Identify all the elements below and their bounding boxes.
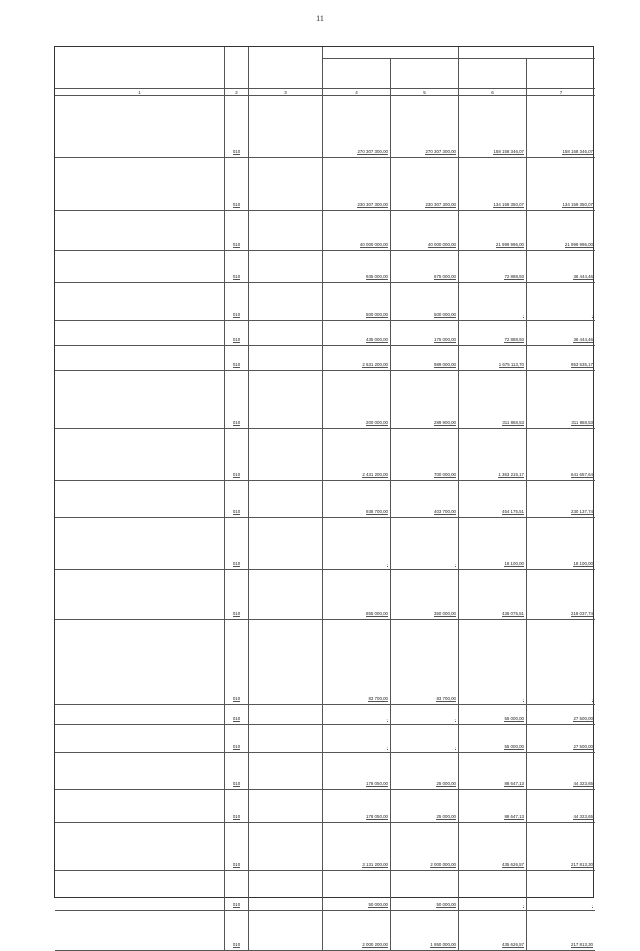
approved-consolidated-value: 50 000,00 (368, 902, 388, 907)
executed-consolidated-value: 1 363 215,17 (498, 472, 524, 477)
empty-value-dash: - (386, 716, 388, 721)
approved-regional (391, 346, 459, 371)
executed-consolidated (459, 725, 527, 753)
row-kbk (249, 823, 323, 871)
row-code (225, 823, 249, 871)
executed-regional (527, 790, 595, 823)
empty-value-dash: - (454, 561, 456, 566)
column-number: 4 (323, 89, 391, 96)
executed-regional (527, 620, 595, 705)
row-kbk (249, 321, 323, 346)
approved-consolidated (323, 753, 391, 790)
approved-consolidated-value: 2 000 200,00 (362, 942, 388, 947)
executed-consolidated (459, 211, 527, 251)
executed-consolidated (459, 911, 527, 951)
approved-regional (391, 518, 459, 570)
row-code-value: 010 (232, 902, 241, 907)
executed-regional-value: 27 500,00 (573, 716, 593, 721)
executed-regional (527, 871, 595, 911)
executed-consolidated-value: 21 999 996,00 (495, 242, 524, 247)
approved-consolidated (323, 911, 391, 951)
row-code-value: 010 (232, 942, 241, 947)
executed-consolidated (459, 871, 527, 911)
column-number: 5 (391, 89, 459, 96)
row-name (55, 620, 225, 705)
row-code (225, 725, 249, 753)
executed-regional-value: 134 159 350,07 (562, 202, 593, 207)
approved-regional (391, 371, 459, 429)
row-name (55, 725, 225, 753)
row-kbk (249, 158, 323, 211)
executed-consolidated (459, 790, 527, 823)
header-kbk-col (249, 47, 323, 89)
row-name (55, 321, 225, 346)
executed-consolidated-value: 55 000,00 (504, 716, 524, 721)
executed-regional-value: 217 813,30 (571, 862, 593, 867)
row-code-value: 010 (232, 202, 241, 207)
row-kbk (249, 481, 323, 518)
executed-consolidated (459, 429, 527, 481)
row-kbk (249, 753, 323, 790)
executed-regional (527, 321, 595, 346)
executed-regional-value: 158 158 346,07 (562, 149, 593, 154)
page-number: 11 (316, 14, 324, 23)
executed-regional-value: 641 657,64 (571, 472, 593, 477)
approved-regional (391, 790, 459, 823)
approved-regional-value: 175 000,00 (434, 337, 456, 342)
executed-consolidated-value: 18 100,00 (504, 561, 524, 566)
row-code-value: 010 (232, 814, 241, 819)
row-code-value: 010 (232, 274, 241, 279)
row-kbk (249, 911, 323, 951)
approved-consolidated-value: 938 700,00 (366, 509, 388, 514)
column-number: 7 (527, 89, 595, 96)
row-code (225, 96, 249, 158)
executed-regional (527, 429, 595, 481)
approved-regional-value: 350 000,00 (434, 611, 456, 616)
approved-consolidated-value: 935 000,00 (366, 274, 388, 279)
header-name-col (55, 47, 225, 89)
approved-consolidated-value: 230 307 300,00 (357, 202, 388, 207)
approved-regional (391, 570, 459, 620)
executed-regional (527, 725, 595, 753)
approved-consolidated (323, 725, 391, 753)
row-code (225, 705, 249, 725)
approved-regional (391, 481, 459, 518)
row-name (55, 251, 225, 283)
header-regional (391, 59, 459, 89)
empty-value-dash: - (522, 312, 524, 317)
header-executed-group (459, 47, 595, 59)
executed-consolidated (459, 518, 527, 570)
approved-consolidated (323, 158, 391, 211)
executed-regional-value: 218 037,74 (571, 611, 593, 616)
header-regional-exec (527, 59, 595, 89)
approved-regional-value: 50 000,00 (436, 902, 456, 907)
approved-regional (391, 96, 459, 158)
column-number: 1 (55, 89, 225, 96)
row-code-value: 010 (232, 149, 241, 154)
approved-regional-value: 25 000,00 (436, 814, 456, 819)
row-kbk (249, 429, 323, 481)
executed-consolidated (459, 753, 527, 790)
header-consolidated (323, 59, 391, 89)
approved-consolidated-value: 2 631 200,00 (362, 362, 388, 367)
executed-consolidated (459, 371, 527, 429)
row-code (225, 321, 249, 346)
executed-consolidated (459, 251, 527, 283)
executed-consolidated (459, 346, 527, 371)
row-name (55, 823, 225, 871)
approved-consolidated (323, 871, 391, 911)
approved-consolidated (323, 518, 391, 570)
approved-regional (391, 871, 459, 911)
approved-consolidated (323, 371, 391, 429)
executed-consolidated-value: 88 647,13 (504, 781, 524, 786)
row-name (55, 429, 225, 481)
header-code-col (225, 47, 249, 89)
approved-consolidated (323, 321, 391, 346)
executed-regional (527, 96, 595, 158)
row-code (225, 158, 249, 211)
approved-regional (391, 158, 459, 211)
executed-consolidated-value: 88 647,13 (504, 814, 524, 819)
executed-consolidated-value: 435 626,57 (502, 942, 524, 947)
approved-regional-value: 675 000,00 (434, 274, 456, 279)
row-name (55, 570, 225, 620)
row-kbk (249, 518, 323, 570)
header-consolidated-exec (459, 59, 527, 89)
row-code-value: 010 (232, 716, 241, 721)
row-kbk (249, 620, 323, 705)
executed-consolidated (459, 481, 527, 518)
approved-consolidated (323, 211, 391, 251)
row-code-value: 010 (232, 611, 241, 616)
approved-regional-value: 25 000,00 (436, 781, 456, 786)
executed-regional (527, 371, 595, 429)
approved-regional-value: 500 000,00 (434, 312, 456, 317)
row-code (225, 753, 249, 790)
row-code-value: 010 (232, 242, 241, 247)
row-code-value: 010 (232, 420, 241, 425)
row-name (55, 283, 225, 321)
row-name (55, 911, 225, 951)
empty-value-dash: - (386, 561, 388, 566)
executed-regional (527, 283, 595, 321)
approved-regional-value: 989 000,00 (434, 362, 456, 367)
row-code (225, 518, 249, 570)
row-kbk (249, 211, 323, 251)
executed-regional-value: 21 999 996,00 (564, 242, 593, 247)
approved-regional (391, 429, 459, 481)
executed-regional-value: 27 500,00 (573, 744, 593, 749)
executed-consolidated-value: 72 888,93 (504, 274, 524, 279)
executed-consolidated (459, 705, 527, 725)
executed-regional (527, 911, 595, 951)
executed-regional (527, 251, 595, 283)
approved-regional (391, 321, 459, 346)
executed-regional-value: 36 444,46 (573, 337, 593, 342)
approved-regional-value: 40 000 000,00 (427, 242, 456, 247)
executed-consolidated-value: 158 158 346,07 (493, 149, 524, 154)
approved-consolidated (323, 823, 391, 871)
row-code-value: 010 (232, 862, 241, 867)
row-code-value: 010 (232, 312, 241, 317)
executed-consolidated (459, 570, 527, 620)
executed-regional (527, 823, 595, 871)
approved-consolidated-value: 500 000,00 (366, 312, 388, 317)
approved-consolidated (323, 570, 391, 620)
row-code (225, 871, 249, 911)
row-code-value: 010 (232, 781, 241, 786)
executed-consolidated (459, 620, 527, 705)
approved-consolidated-value: 178 050,00 (366, 781, 388, 786)
empty-value-dash: - (386, 744, 388, 749)
row-code-value: 010 (232, 696, 241, 701)
column-number: 2 (225, 89, 249, 96)
row-kbk (249, 790, 323, 823)
approved-consolidated-value: 200 000,00 (366, 420, 388, 425)
approved-consolidated-value: 3 131 200,00 (362, 862, 388, 867)
executed-regional-value: 18 100,00 (573, 561, 593, 566)
approved-regional-value: 2 000 000,00 (430, 862, 456, 867)
approved-consolidated-value: 178 050,00 (366, 814, 388, 819)
row-name (55, 518, 225, 570)
approved-regional (391, 823, 459, 871)
row-name (55, 753, 225, 790)
row-name (55, 96, 225, 158)
approved-regional-value: 230 307 300,00 (425, 202, 456, 207)
row-kbk (249, 251, 323, 283)
executed-consolidated-value: 72 888,93 (504, 337, 524, 342)
approved-regional (391, 283, 459, 321)
approved-consolidated (323, 251, 391, 283)
row-code (225, 570, 249, 620)
approved-regional (391, 911, 459, 951)
approved-regional-value: 403 700,00 (434, 509, 456, 514)
row-code (225, 211, 249, 251)
row-code (225, 429, 249, 481)
approved-consolidated (323, 346, 391, 371)
row-code (225, 481, 249, 518)
executed-regional-value: 953 535,17 (571, 362, 593, 367)
empty-value-dash: - (591, 312, 593, 317)
row-kbk (249, 871, 323, 911)
row-code (225, 790, 249, 823)
executed-consolidated-value: 55 000,00 (504, 744, 524, 749)
executed-regional-value: 217 813,30 (571, 942, 593, 947)
row-name (55, 346, 225, 371)
executed-regional (527, 481, 595, 518)
approved-regional (391, 725, 459, 753)
approved-consolidated (323, 283, 391, 321)
executed-regional (527, 570, 595, 620)
empty-value-dash: - (454, 744, 456, 749)
row-code (225, 283, 249, 321)
executed-regional (527, 753, 595, 790)
row-name (55, 790, 225, 823)
executed-regional (527, 158, 595, 211)
row-code-value: 010 (232, 472, 241, 477)
row-code (225, 371, 249, 429)
approved-regional (391, 753, 459, 790)
row-name (55, 371, 225, 429)
approved-consolidated (323, 96, 391, 158)
approved-regional-value: 1 950 000,00 (430, 942, 456, 947)
approved-regional (391, 705, 459, 725)
executed-regional (527, 346, 595, 371)
approved-regional (391, 211, 459, 251)
executed-consolidated-value: 454 175,51 (502, 509, 524, 514)
row-code (225, 911, 249, 951)
executed-consolidated-value: 311 868,53 (502, 420, 524, 425)
approved-consolidated (323, 705, 391, 725)
column-number: 6 (459, 89, 527, 96)
executed-consolidated (459, 96, 527, 158)
approved-consolidated-value: 40 000 000,00 (359, 242, 388, 247)
row-code-value: 010 (232, 561, 241, 566)
header-approved-group (323, 47, 459, 59)
row-name (55, 871, 225, 911)
approved-consolidated (323, 429, 391, 481)
column-number: 3 (249, 89, 323, 96)
executed-regional-value: 44 323,65 (573, 781, 593, 786)
executed-consolidated (459, 321, 527, 346)
empty-value-dash: - (454, 716, 456, 721)
executed-consolidated-value: 436 075,51 (502, 611, 524, 616)
executed-consolidated-value: 1 675 113,70 (498, 362, 524, 367)
empty-value-dash: - (591, 902, 593, 907)
executed-regional (527, 518, 595, 570)
row-kbk (249, 283, 323, 321)
approved-consolidated (323, 481, 391, 518)
executed-regional (527, 705, 595, 725)
row-name (55, 481, 225, 518)
report-table (54, 46, 594, 947)
approved-consolidated-value: 2 431 200,00 (362, 472, 388, 477)
row-kbk (249, 371, 323, 429)
empty-value-dash: - (591, 696, 593, 701)
executed-consolidated (459, 158, 527, 211)
empty-value-dash: - (522, 902, 524, 907)
approved-consolidated (323, 620, 391, 705)
empty-value-dash: - (522, 696, 524, 701)
approved-regional-value: 83 700,00 (436, 696, 456, 701)
row-kbk (249, 570, 323, 620)
row-name (55, 705, 225, 725)
approved-regional (391, 251, 459, 283)
approved-consolidated-value: 270 307 300,00 (357, 149, 388, 154)
approved-consolidated-value: 435 000,00 (366, 337, 388, 342)
executed-consolidated (459, 283, 527, 321)
approved-regional-value: 270 307 300,00 (425, 149, 456, 154)
row-code-value: 010 (232, 744, 241, 749)
row-kbk (249, 346, 323, 371)
row-kbk (249, 705, 323, 725)
executed-consolidated-value: 435 626,57 (502, 862, 524, 867)
executed-regional (527, 211, 595, 251)
approved-consolidated-value: 855 000,00 (366, 611, 388, 616)
row-code (225, 251, 249, 283)
row-code-value: 010 (232, 362, 241, 367)
row-kbk (249, 96, 323, 158)
executed-regional-value: 44 323,65 (573, 814, 593, 819)
approved-consolidated (323, 790, 391, 823)
approved-regional-value: 700 000,00 (434, 472, 456, 477)
executed-regional-value: 230 137,74 (571, 509, 593, 514)
executed-regional-value: 311 868,53 (571, 420, 593, 425)
approved-regional-value: 289 900,00 (434, 420, 456, 425)
row-name (55, 158, 225, 211)
approved-regional (391, 620, 459, 705)
row-code-value: 010 (232, 509, 241, 514)
row-kbk (249, 725, 323, 753)
row-code (225, 346, 249, 371)
row-code-value: 010 (232, 337, 241, 342)
row-code (225, 620, 249, 705)
approved-consolidated-value: 83 700,00 (368, 696, 388, 701)
executed-consolidated (459, 823, 527, 871)
executed-consolidated-value: 134 159 350,07 (493, 202, 524, 207)
executed-regional-value: 36 444,46 (573, 274, 593, 279)
row-name (55, 211, 225, 251)
